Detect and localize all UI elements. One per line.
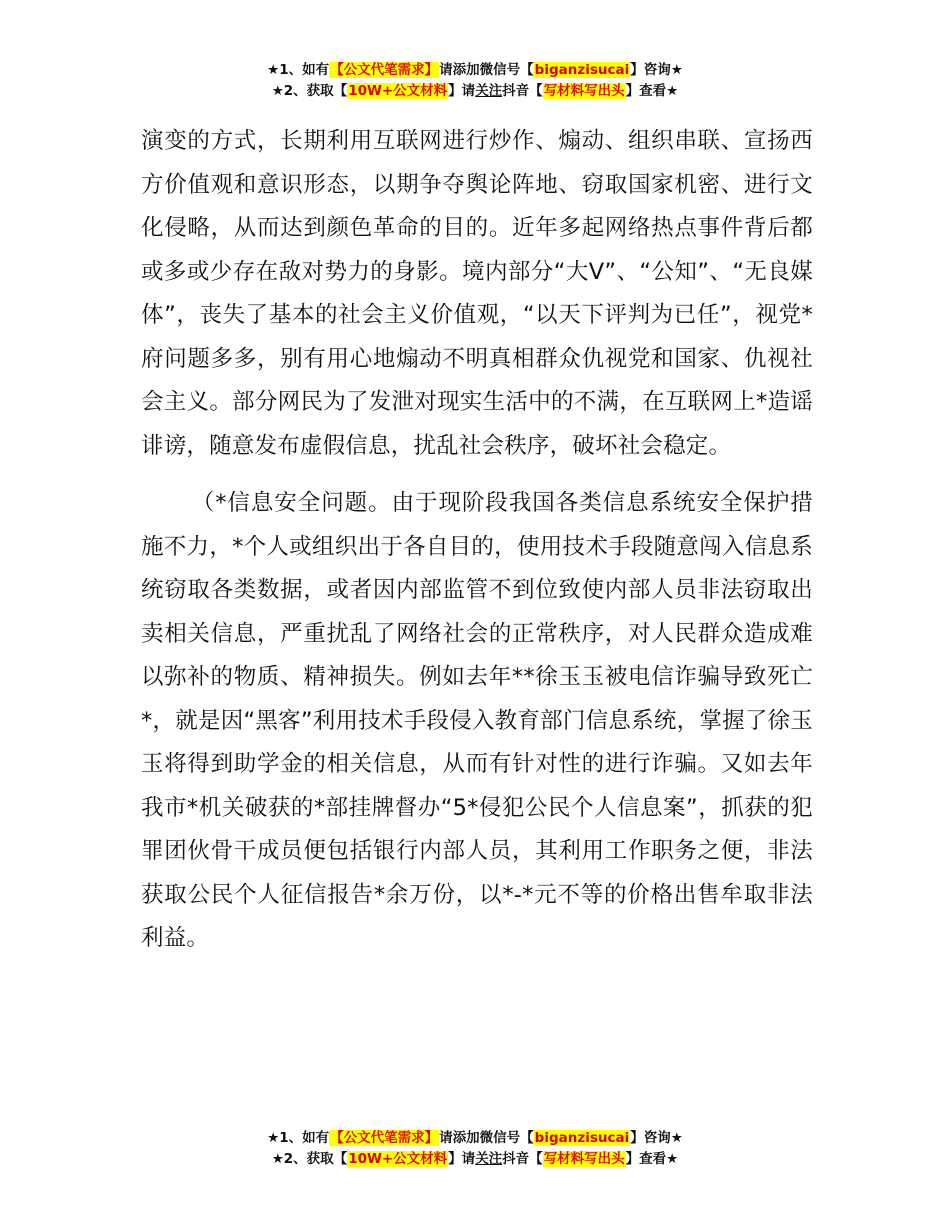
banner-text: ★1、如有 — [267, 1130, 330, 1146]
banner-line-1 — [0, 60, 950, 81]
banner-text: 】咨询★ — [630, 1130, 683, 1146]
paragraph-2 — [141, 482, 813, 961]
paragraph-1: 演变的方式，长期利用互联网进行炒作、煽动、组织串联、宣扬西方价值观和意识形态，以期争夺舆论阵地、窃取国家机密、进行文化侵略，从而达到颜色革命的目的。近年多起网络热点事件背后都或多或少存在敌对势力的身影。境内部分“大V”、“公知”、“无良媒体”，丧失了基本的社会主义价值观，“以天下评判为已任”，视党*府问题多多，别有用心地煽动不明真相群众仇视党和国家、仇视社会主义。部分网民为了发泄对现实生活中的不满，在互联网上*造谣诽谤，随意发布虚假信息，扰乱社会秩序，破坏社会稳定。 — [141, 128, 813, 459]
paragraph-2-text: （*信息安全问题。由于现阶段我国各类信息系统安全保护措施不力，*个人或组织出于各自目的，使用技术手段随意闯入信息系统窃取各类数据，或者因内部监管不到位致使内部人员非法窃取出卖相关信息，严重扰乱了网络社会的正常秩序，对人民群众造成难以弥补的物质、精神损失。例如去年**徐玉玉被电信诈骗导致死亡*，就是因“黑客”利用技术手段侵入教育部门信息系统，掌握了徐玉玉将得到助学金的相关信息，从而有针对性的进行诈骗。又如去年我市*机关破获的*部挂牌督办“5*侵犯公民个人信息案”，抓获的犯罪团伙骨干成员便包括银行内部人员，其利用工作职务之便，非法获取公民个人征信报告*余万份，以*-*元不等的价格出售牟取非法利益。 — [141, 490, 813, 951]
banner-text: 抖音【 — [502, 83, 543, 99]
banner-highlight: 【公文代笔需求】 — [330, 1130, 439, 1146]
banner-line-1 — [0, 1128, 950, 1149]
banner-line-2 — [0, 81, 950, 102]
banner-text: 】查看★ — [625, 1151, 679, 1167]
banner-highlight: 写材料写出头 — [543, 1151, 625, 1167]
banner-highlight: 10W+公文材料 — [348, 1151, 448, 1167]
banner-text: 请添加微信号【 — [439, 62, 534, 78]
banner-text: ★2、获取【 — [271, 83, 348, 99]
banner-highlight: 写材料写出头 — [543, 83, 625, 99]
banner-underline: 关注 — [475, 1151, 503, 1167]
banner-text: 】请 — [448, 83, 476, 99]
banner-highlight: 10W+公文材料 — [348, 83, 448, 99]
banner-text: 请添加微信号【 — [439, 1130, 534, 1146]
banner-text: 】查看★ — [625, 83, 679, 99]
document-body — [141, 120, 813, 961]
banner-wechat-id: biganzisucai — [534, 62, 630, 78]
banner-line-2 — [0, 1149, 950, 1170]
banner-text: ★1、如有 — [267, 62, 330, 78]
banner-text: 抖音【 — [502, 1151, 543, 1167]
banner-underline: 关注 — [475, 83, 503, 99]
banner-text: 】咨询★ — [630, 62, 683, 78]
header-banner — [0, 60, 950, 102]
banner-wechat-id: biganzisucai — [534, 1130, 630, 1146]
banner-text: 】请 — [448, 1151, 476, 1167]
banner-text: ★2、获取【 — [271, 1151, 348, 1167]
banner-highlight: 【公文代笔需求】 — [330, 62, 439, 78]
footer-banner — [0, 1128, 950, 1170]
